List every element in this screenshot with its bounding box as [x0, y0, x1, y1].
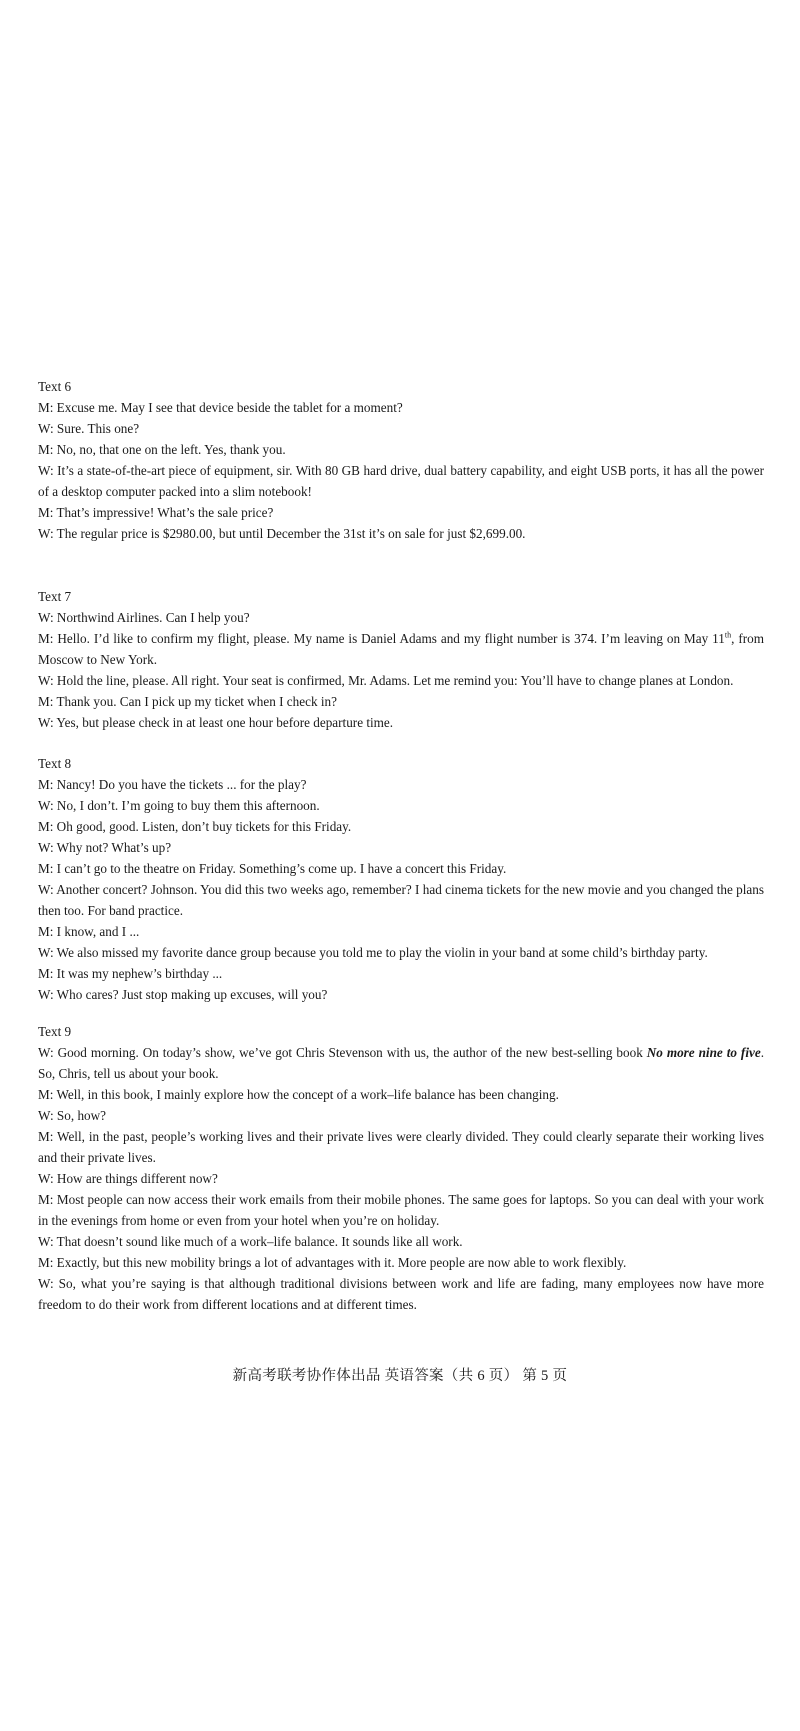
- dialogue-line: M: No, no, that one on the left. Yes, thank you.: [38, 442, 286, 457]
- dialogue-line: W: We also missed my favorite dance group because you told me to play the violin in your band at some child’s birthday party.: [38, 945, 708, 960]
- text6-section: [38, 376, 764, 544]
- dialogue-line: W: Why not? What’s up?: [38, 840, 172, 855]
- dialogue-text: W: Good morning. On today’s show, we’ve got Chris Stevenson with us, the author of the new best-selling book: [38, 1045, 647, 1060]
- dialogue-line: M: Exactly, but this new mobility brings a lot of advantages with it. More people are now able to work flexibly.: [38, 1255, 627, 1270]
- page-footer: 新高考联考协作体出品 英语答案（共 6 页） 第 5 页: [232, 1368, 568, 1384]
- dialogue-text: . So, Chris, tell us about your book.: [38, 1045, 764, 1081]
- dialogue-line: W: Who cares? Just stop making up excuses, will you?: [38, 987, 328, 1002]
- dialogue-line: W: Yes, but please check in at least one hour before departure time.: [38, 715, 394, 730]
- dialogue-line: W: No, I don’t. I’m going to buy them this afternoon.: [38, 798, 320, 813]
- ordinal-suffix: th: [724, 630, 732, 640]
- dialogue-line: W: Northwind Airlines. Can I help you?: [38, 610, 250, 625]
- dialogue-line: M: That’s impressive! What’s the sale price?: [38, 505, 274, 520]
- dialogue-line: W: Sure. This one?: [38, 421, 140, 436]
- dialogue-line: W: That doesn’t sound like much of a work–life balance. It sounds like all work.: [38, 1234, 463, 1249]
- dialogue-line: M: Most people can now access their work emails from their mobile phones. The same goes for laptops. So you can deal with your work in the evenings from home or even from your hotel when you’re on holiday.: [38, 1192, 764, 1228]
- dialogue-line: W: How are things different now?: [38, 1171, 218, 1186]
- dialogue-text: M: Hello. I’d like to confirm my flight, please. My name is Daniel Adams and my flight number is 374. I’m leaving on May 11: [38, 631, 725, 646]
- section-title: Text 6: [38, 379, 72, 394]
- dialogue-text: , from Moscow to New York.: [38, 631, 764, 667]
- dialogue-line: W: Hold the line, please. All right. Your seat is confirmed, Mr. Adams. Let me remind you: You’ll have to change planes at London.: [38, 673, 734, 688]
- text7-section: [38, 586, 764, 733]
- section-title: Text 9: [38, 1024, 72, 1039]
- dialogue-line: M: Well, in this book, I mainly explore how the concept of a work–life balance has been changing.: [38, 1087, 559, 1102]
- dialogue-line: M: Excuse me. May I see that device beside the tablet for a moment?: [38, 400, 403, 415]
- book-title: No more nine to five: [646, 1045, 761, 1060]
- dialogue-line: W: It’s a state-of-the-art piece of equipment, sir. With 80 GB hard drive, dual battery capability, and eight USB ports, it has all the power of a desktop computer packed into a slim notebook!: [38, 463, 764, 499]
- dialogue-line: W: So, what you’re saying is that although traditional divisions between work and life are fading, many employees now have more freedom to do their work from different locations and at different times.: [38, 1276, 764, 1312]
- dialogue-line: M: It was my nephew’s birthday ...: [38, 966, 223, 981]
- dialogue-line: M: Well, in the past, people’s working lives and their private lives were clearly divided. They could clearly separate their working lives and their private lives.: [38, 1129, 764, 1165]
- dialogue-line: M: Nancy! Do you have the tickets ... for the play?: [38, 777, 307, 792]
- dialogue-line: M: I can’t go to the theatre on Friday. Something’s come up. I have a concert this Friday.: [38, 861, 507, 876]
- section-title: Text 7: [38, 589, 72, 604]
- dialogue-line: M: Oh good, good. Listen, don’t buy tickets for this Friday.: [38, 819, 352, 834]
- dialogue-line: M: Thank you. Can I pick up my ticket when I check in?: [38, 694, 337, 709]
- document-body: [38, 376, 764, 1315]
- dialogue-line: W: The regular price is $2980.00, but until December the 31st it’s on sale for just $2,699.00.: [38, 526, 526, 541]
- dialogue-line: M: I know, and I ...: [38, 924, 140, 939]
- dialogue-line: W: Another concert? Johnson. You did this two weeks ago, remember? I had cinema tickets for the new movie and you changed the plans then too. For band practice.: [38, 882, 764, 918]
- dialogue-line: [38, 1042, 764, 1084]
- text9-section: [38, 1021, 764, 1315]
- dialogue-line: [38, 628, 764, 670]
- section-title: Text 8: [38, 756, 72, 771]
- dialogue-line: W: So, how?: [38, 1108, 107, 1123]
- text8-section: [38, 753, 764, 1005]
